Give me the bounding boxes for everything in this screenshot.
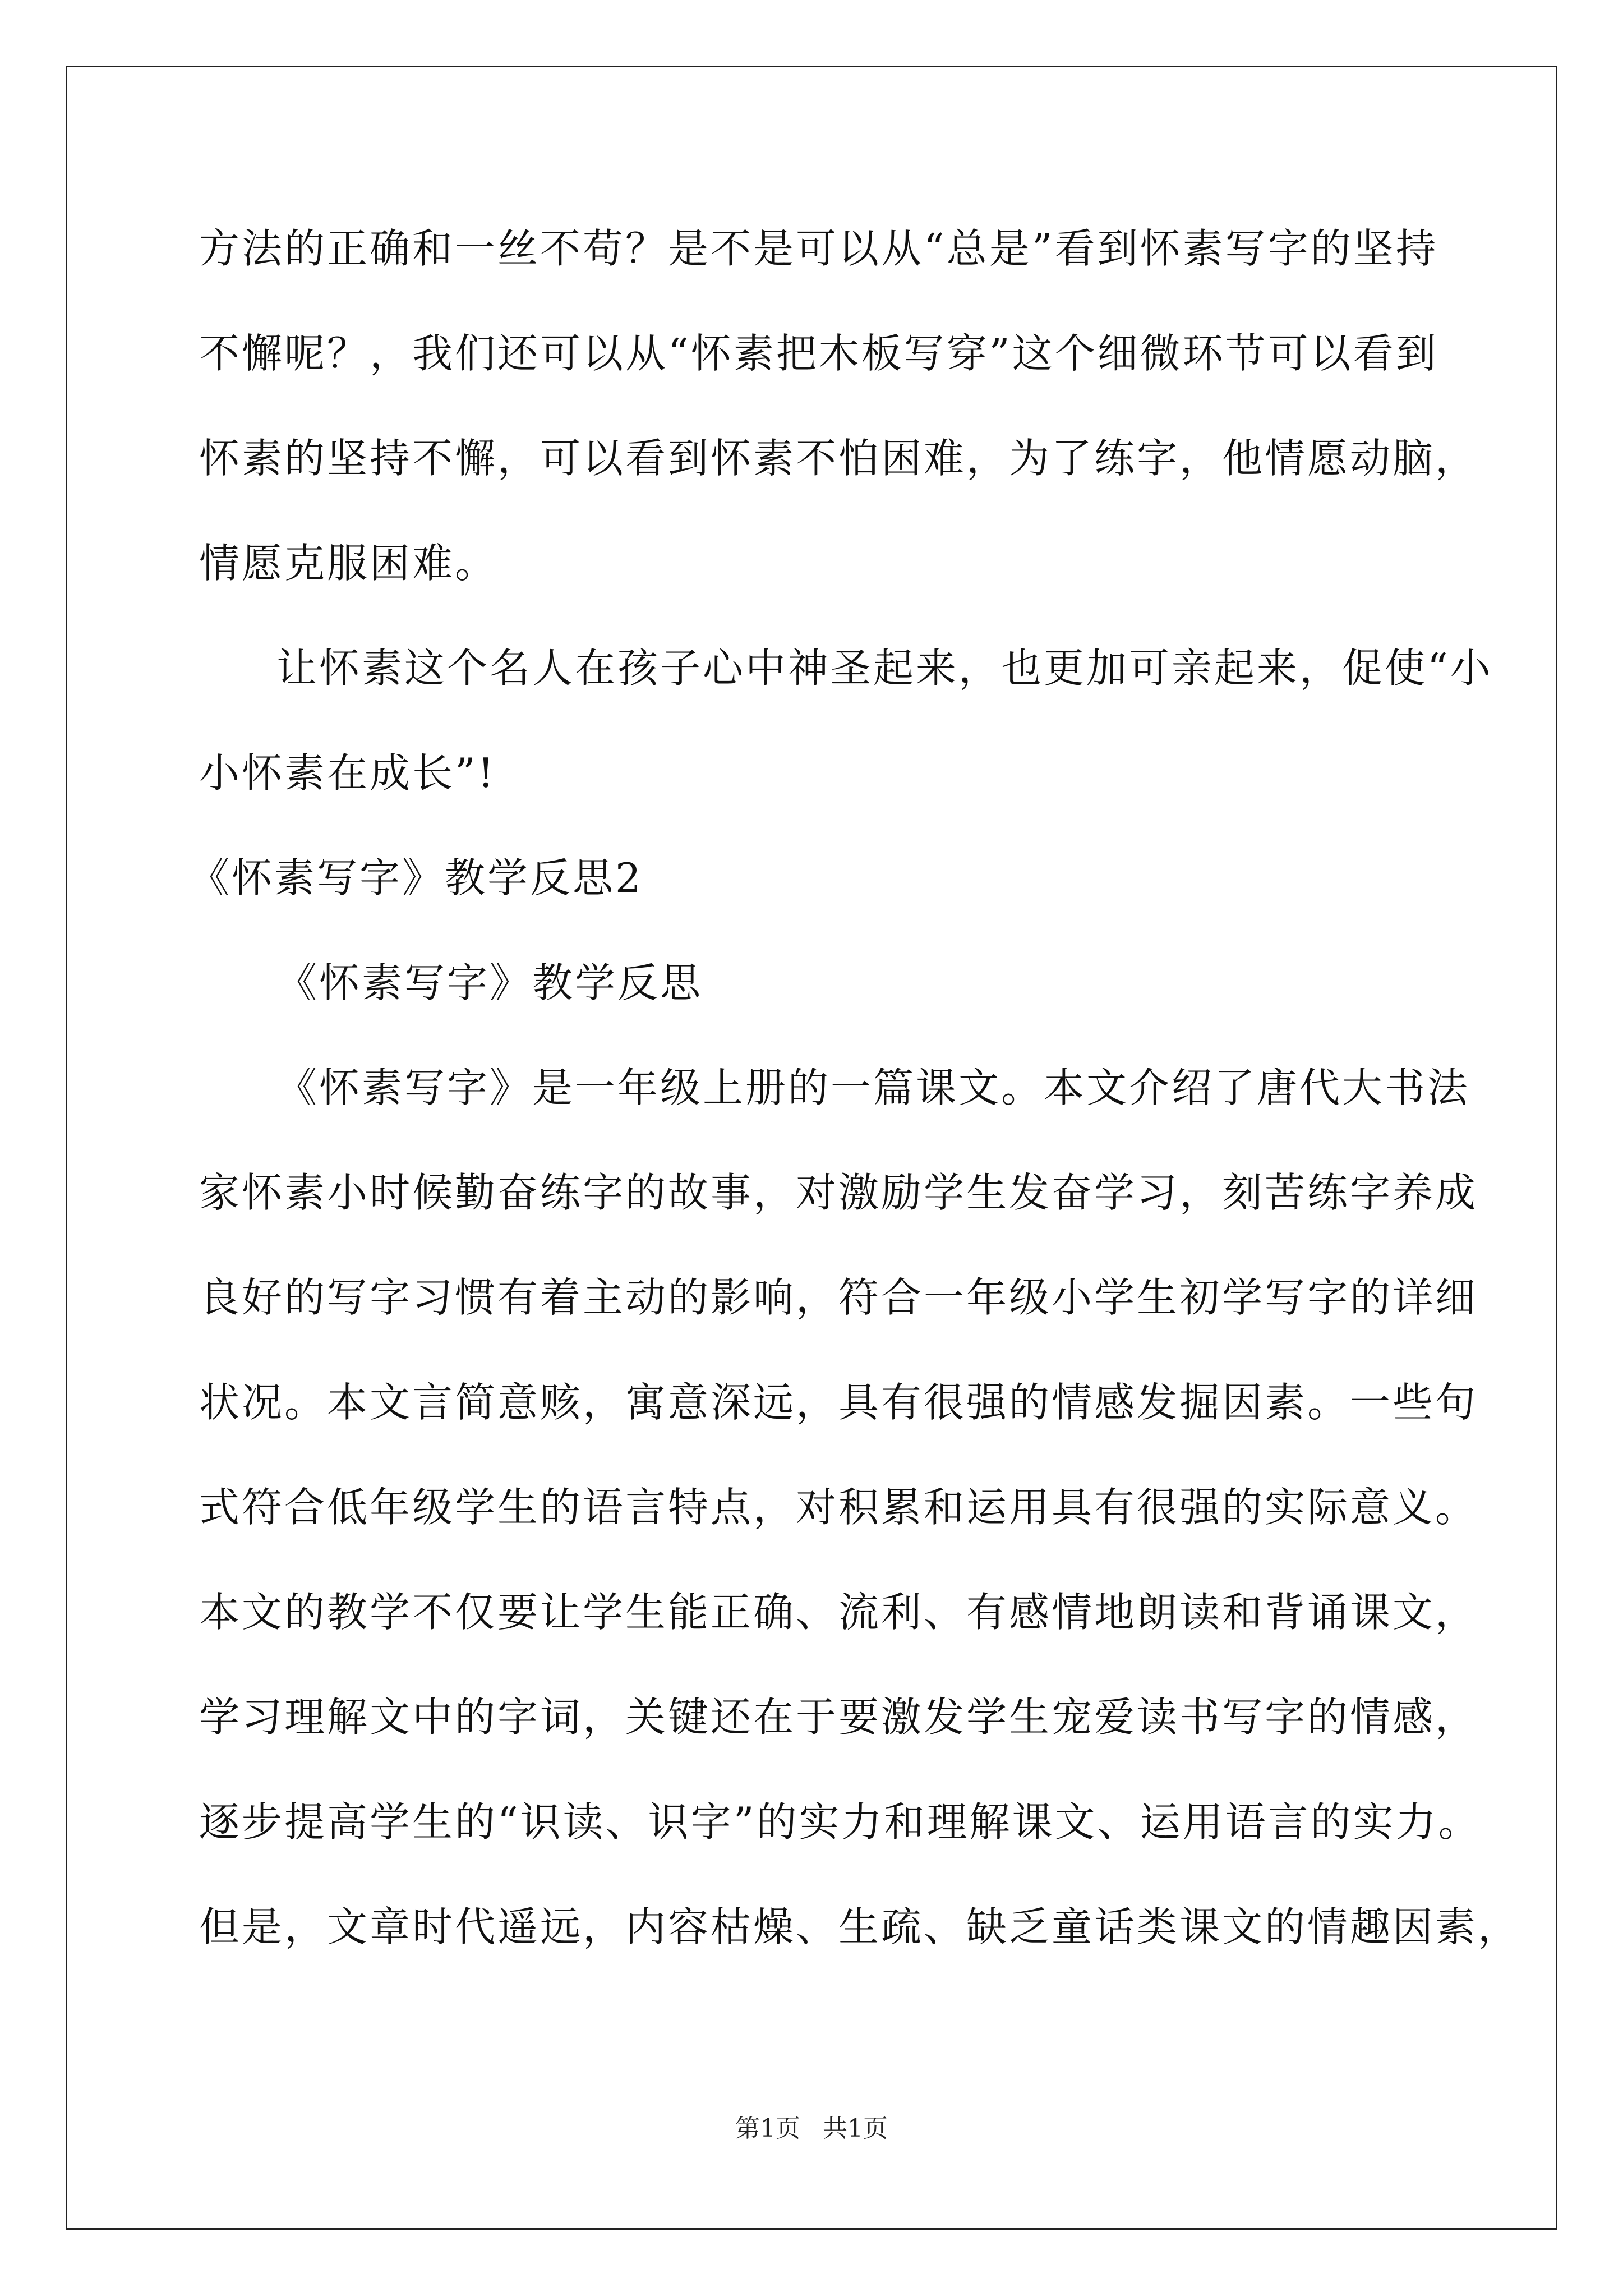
- paragraph-line: 学习理解文中的字词，关键还在于要激发学生宠爱读书写字的情感，: [199, 1694, 1478, 1741]
- paragraph-line: 让怀素这个名人在孩子心中神圣起来，也更加可亲起来，促使“小: [276, 645, 1493, 692]
- page-number: 第1页: [735, 2114, 800, 2143]
- document-body: [189, 215, 1521, 1998]
- paragraph-line: 但是，文章时代遥远，内容枯燥、生疏、缺乏童话类课文的情趣因素，: [199, 1903, 1521, 1950]
- paragraph-line: 小怀素在成长”!: [199, 749, 496, 797]
- paragraph-line: 逐步提高学生的“识读、识字”的实力和理解课文、运用语言的实力。: [199, 1798, 1481, 1846]
- paragraph-line: 家怀素小时候勤奋练字的故事，对激励学生发奋学习，刻苦练字养成: [199, 1169, 1478, 1216]
- page-footer: [0, 2112, 1623, 2146]
- paragraph-line: 方法的正确和一丝不苟？是不是可以从“总是”看到怀素写字的坚持: [199, 225, 1438, 272]
- paragraph-line: 不懈呢？，我们还可以从“怀素把木板写穿”这个细微环节可以看到: [199, 330, 1438, 377]
- paragraph-line: 《怀素写字》是一年级上册的一篇课文。本文介绍了唐代大书法: [276, 1064, 1470, 1111]
- paragraph-line: 式符合低年级学生的语言特点，对积累和运用具有很强的实际意义。: [199, 1484, 1478, 1531]
- paragraph-line: 状况。本文言简意赅，寓意深远，具有很强的情感发掘因素。一些句: [199, 1379, 1478, 1426]
- section-heading: 《怀素写字》教学反思2: [189, 854, 643, 901]
- paragraph-line: 情愿克服困难。: [199, 540, 498, 587]
- paragraph-line: 怀素的坚持不懈，可以看到怀素不怕困难，为了练字，他情愿动脑，: [199, 435, 1478, 482]
- sub-heading: 《怀素写字》教学反思: [276, 959, 703, 1006]
- page-total: 共1页: [823, 2114, 888, 2143]
- paragraph-line: 良好的写字习惯有着主动的影响，符合一年级小学生初学写字的详细: [199, 1274, 1478, 1321]
- paragraph-line: 本文的教学不仅要让学生能正确、流利、有感情地朗读和背诵课文，: [199, 1589, 1478, 1636]
